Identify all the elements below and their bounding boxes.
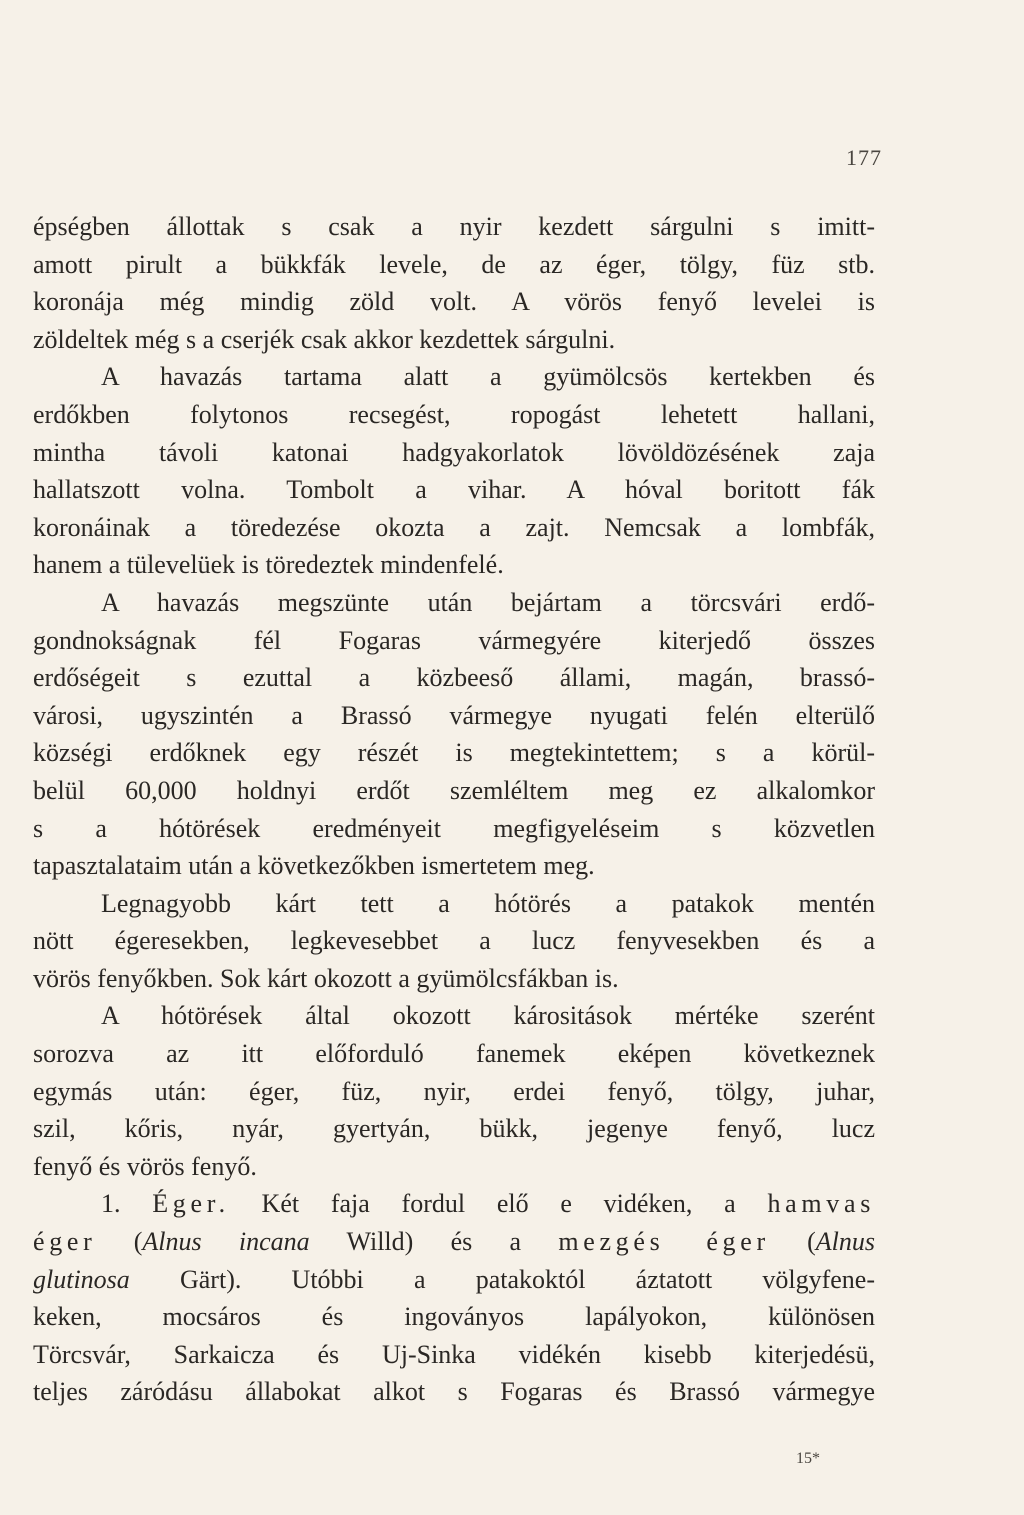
text-line: községi erdőknek egy részét is megtekintettem; s a körül- bbox=[33, 738, 875, 768]
spaced-term: Éger. bbox=[152, 1189, 230, 1219]
text-segment: Gärt). Utóbbi a patakoktól áztatott völgyfene- bbox=[129, 1264, 875, 1294]
text-line: amott pirult a bükkfák levele, de az éger, tölgy, füz stb. bbox=[33, 249, 875, 279]
text-line: belül 60,000 holdnyi erdőt szemléltem meg ez alkalomkor bbox=[33, 775, 875, 805]
text-line: keken, mocsáros és ingoványos lapályokon, különösen bbox=[33, 1302, 875, 1332]
latin-name: Alnus incana bbox=[142, 1227, 310, 1257]
spaced-term: éger bbox=[33, 1227, 97, 1257]
text-line: hallatszott volna. Tombolt a vihar. A hóval boritott fák bbox=[33, 475, 875, 505]
text-line bbox=[33, 1261, 875, 1299]
text-line: A havazás megszünte után bejártam a törcsvári erdő- bbox=[101, 587, 875, 617]
text-line: sorozva az itt előforduló fanemek eképen következnek bbox=[33, 1039, 875, 1069]
text-segment: ( bbox=[96, 1227, 143, 1257]
text-line: mintha távoli katonai hadgyakorlatok lövöldözésének zaja bbox=[33, 437, 875, 467]
text-segment: 1. bbox=[101, 1189, 153, 1219]
text-line: épségben állottak s csak a nyir kezdett sárgulni s imitt- bbox=[33, 212, 875, 241]
spaced-term: mezgés éger bbox=[558, 1227, 770, 1257]
text-line: városi, ugyszintén a Brassó vármegye nyugati felén elterülő bbox=[33, 700, 875, 730]
latin-name: Alnus bbox=[815, 1227, 875, 1257]
text-line: egymás után: éger, füz, nyir, erdei fenyő, tölgy, juhar, bbox=[33, 1076, 875, 1106]
text-line: teljes záródásu állabokat alkot s Fogaras és Brassó vármegye bbox=[33, 1377, 875, 1407]
text-line bbox=[33, 1185, 875, 1223]
text-line: hanem a tülevelüek is töredeztek mindenfelé. bbox=[33, 550, 504, 580]
text-line: erdőségeit s ezuttal a közbeeső állami, magán, brassó- bbox=[33, 663, 875, 693]
text-line: szil, kőris, nyár, gyertyán, bükk, jegenye fenyő, lucz bbox=[33, 1114, 875, 1144]
text-line: koronáinak a töredezése okozta a zajt. Nemcsak a lombfák, bbox=[33, 512, 875, 542]
text-line: A havazás tartama alatt a gyümölcsös kertekben és bbox=[101, 362, 875, 392]
text-line: erdőkben folytonos recsegést, ropogást lehetett hallani, bbox=[33, 399, 875, 429]
text-line bbox=[33, 1223, 875, 1261]
text-line: vörös fenyőkben. Sok kárt okozott a gyümölcsfákban is. bbox=[33, 963, 619, 993]
text-line: gondnokságnak fél Fogaras vármegyére kiterjedő összes bbox=[33, 625, 875, 655]
text-segment: Willd) és a bbox=[309, 1227, 559, 1257]
text-line: zöldeltek még s a cserjék csak akkor kezdettek sárgulni. bbox=[33, 324, 616, 354]
latin-name: glutinosa bbox=[33, 1264, 130, 1294]
text-line: s a hótörések eredményeit megfigyeléseim s közvetlen bbox=[33, 813, 875, 843]
text-line: tapasztalataim után a következőkben ismertetem meg. bbox=[33, 851, 595, 881]
page-number: 177 bbox=[846, 145, 882, 170]
spaced-term: hamvas bbox=[767, 1189, 875, 1219]
body-text bbox=[33, 208, 875, 1411]
text-line: Törcsvár, Sarkaicza és Uj-Sinka vidékén kisebb kiterjedésü, bbox=[33, 1339, 875, 1369]
text-line: nött égeresekben, legkevesebbet a lucz fenyvesekben és a bbox=[33, 926, 875, 956]
text-segment: ( bbox=[769, 1227, 816, 1257]
text-segment: Két faja fordul elő e vidéken, a bbox=[229, 1189, 768, 1219]
text-line: A hótörések által okozott kárositások mértéke szerént bbox=[101, 1001, 875, 1031]
text-line: Legnagyobb kárt tett a hótörés a patakok mentén bbox=[101, 888, 875, 918]
signature-mark: 15* bbox=[796, 1450, 820, 1467]
text-line: fenyő és vörös fenyő. bbox=[33, 1151, 257, 1181]
text-line: koronája még mindig zöld volt. A vörös fenyő levelei is bbox=[33, 287, 875, 317]
